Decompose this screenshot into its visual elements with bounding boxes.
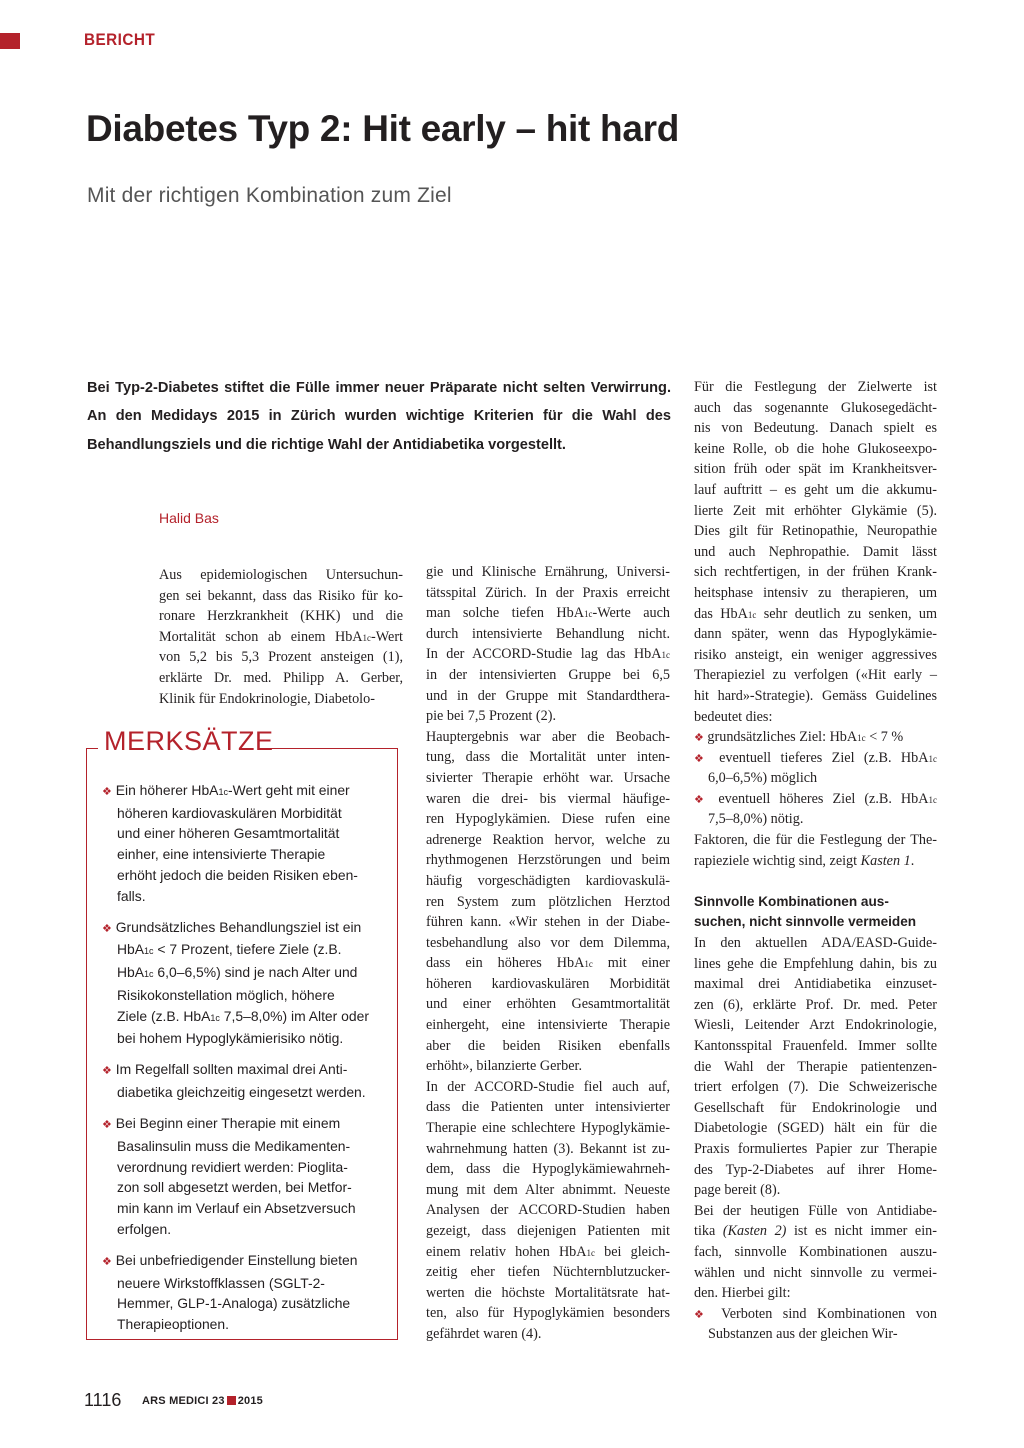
text-line: In der ACCORD-Studie lag das HbA1c	[426, 646, 670, 663]
text-line: rhythmogenen Herzstörungen und beim	[426, 852, 670, 869]
text-line: erhöht», bilanzierte Gerber.	[426, 1058, 582, 1075]
text-line: gie und Klinische Ernährung, Universi-	[426, 564, 670, 580]
merksatz-line: zon soll abgesetzt werden, bei Metfor-	[117, 1179, 352, 1196]
merksatz-line: erhöht jedoch die beiden Risiken eben-	[117, 866, 358, 883]
merksaetze-title: MERKSÄTZE	[104, 726, 274, 756]
merksatz-line: Basalinsulin muss die Medikamenten-	[117, 1138, 351, 1155]
text-line: gezeigt, dass diejenigen Patienten mit	[426, 1223, 670, 1239]
text-line: nis von Bedeutung. Danach spielt es	[694, 420, 937, 437]
text-line: risiko ansteigt, ein weniger aggressives	[694, 646, 937, 663]
journal-name: ARS MEDICI 23	[142, 1395, 225, 1407]
text-line: ren System zum plötzlichen Herztod	[426, 893, 670, 910]
text-line: heitsphase intensiv zu therapieren, um	[694, 584, 937, 601]
text-line: Aus epidemiologischen Untersuchun-	[159, 567, 403, 583]
text-line: Faktoren, die für die Festlegung der The-	[694, 832, 937, 849]
text-line: bedeutet dies:	[694, 708, 773, 725]
text-line: mung mit dem Alter abnimmt. Neueste	[426, 1181, 670, 1198]
text-line: Analysen der ACCORD-Studien haben	[426, 1202, 670, 1219]
text-line: ❖ grundsätzliches Ziel: HbA1c < 7 %	[694, 729, 904, 746]
text-line: suchen, nicht sinnvolle vermeiden	[694, 914, 917, 930]
merksaetze-rule	[86, 748, 98, 749]
text-line: werten die höchste Mortalitätsrate hat-	[426, 1284, 670, 1301]
text-line: 7,5–8,0%) nötig.	[708, 811, 804, 828]
text-line: hit hard»-Strategie). Gemäss Guidelines	[694, 687, 937, 704]
text-line: dass ein höheres HbA1c mit einer	[426, 955, 670, 972]
text-line: lines gehe die Empfehlung dahin, bis zu	[694, 955, 937, 972]
text-line: Sinnvolle Kombinationen aus-	[694, 893, 889, 909]
diamond-bullet-icon: ❖	[102, 1256, 112, 1269]
journal-year: 2015	[237, 1395, 263, 1407]
merksaetze-list	[102, 780, 392, 1345]
text-line: Bei der heutigen Fülle von Antidiabe-	[694, 1202, 937, 1219]
merksatz-line: höheren kardiovaskulären Morbidität	[117, 804, 342, 821]
merksatz-line: min kann im Verlauf ein Absetzversuch	[117, 1200, 356, 1217]
merksatz-line: bei hohem Hypoglykämierisiko nötig.	[117, 1030, 344, 1047]
text-line: dann später, wenn das Hypoglykämie-	[694, 626, 937, 643]
merksatz-line: ❖ Bei unbefriedigender Einstellung bieten	[102, 1252, 358, 1269]
merksatz-line: Ziele (z.B. HbA1c 7,5–8,0%) im Alter oder	[117, 1007, 369, 1024]
merksatz-line: ❖ Grundsätzliches Behandlungsziel ist ein	[102, 918, 362, 935]
section-marker	[0, 33, 20, 49]
article-subtitle: Mit der richtigen Kombination zum Ziel	[87, 184, 452, 207]
text-line	[694, 871, 937, 892]
text-line: lierte Zeit mit erhöhter Glykämie (5).	[694, 502, 937, 519]
text-line: Therapie eine schlechtere Hypoglykämie-	[426, 1120, 670, 1137]
text-line: dass die Patienten unter intensivierter	[426, 1099, 670, 1116]
text-line: Kantonsspital Frauenfeld. Immer sollte	[694, 1038, 937, 1054]
text-line: man solche tiefen HbA1c-Werte auch	[426, 605, 670, 622]
text-line: Diabetologie (SGED) hält ein für die	[694, 1120, 937, 1137]
text-line: häufig vorgeschädigten kardiovaskulä-	[426, 872, 670, 889]
merksatz-item	[102, 1113, 392, 1239]
merksatz-item	[102, 917, 392, 1049]
text-line: höheren kardiovaskulären Morbidität	[426, 975, 670, 992]
merksatz-line: Risikokonstellation möglich, höhere	[117, 986, 335, 1003]
merksatz-line: ❖ Bei Beginn einer Therapie mit einem	[102, 1115, 341, 1132]
merksatz-line: Hemmer, GLP-1-Analoga) zusätzliche	[117, 1295, 351, 1312]
text-line: In der ACCORD-Studie fiel auch auf,	[426, 1078, 670, 1095]
text-line: die Wahl der Therapie patientenzen-	[694, 1058, 937, 1075]
text-line: Dies gilt für Retinopathie, Neuropathie	[694, 523, 937, 540]
text-line: ren Hypoglykämien. Diese rufen eine	[426, 811, 670, 828]
text-line: rapieziele wichtig sind, zeigt Kasten 1.	[694, 852, 915, 869]
text-line: page bereit (8).	[694, 1182, 781, 1199]
journal-footer	[142, 1395, 263, 1407]
text-line: durch intensivierte Behandlung nicht.	[426, 625, 670, 642]
article-lead: Bei Typ-2-Diabetes stiftet die Fülle immer neuer Präparate nicht selten Verwirrung. An den Medidays 2015 in Zürich wurden wichtige Kriterien für die Wahl des Behandlungsziels und die richtige Wahl der Antidiabetika vorgestellt.	[87, 380, 671, 453]
text-line: tika (Kasten 2) ist es nicht immer ein-	[694, 1223, 937, 1240]
article-title: Diabetes Typ 2: Hit early – hit hard	[86, 108, 680, 149]
text-line: Wiesli, Leitender Arzt Endokrinologie,	[694, 1017, 937, 1034]
text-line: waren die drei- bis viermal häufige-	[426, 790, 670, 807]
text-line: in der intensivierten Gruppe bei 6,5	[426, 666, 670, 683]
text-line: ten, also für Hypoglykämien besonders	[426, 1305, 670, 1322]
text-line: ❖ eventuell tieferes Ziel (z.B. HbA1c	[694, 749, 937, 766]
merksatz-line: und einer höheren Gesamtmortalität	[117, 825, 340, 842]
text-line: ❖ Verboten sind Kombinationen von	[694, 1305, 937, 1322]
text-line: auch das sogenannte Glukosegedächt-	[694, 399, 937, 416]
merksatz-line: HbA1c < 7 Prozent, tiefere Ziele (z.B.	[117, 941, 342, 958]
text-line: das HbA1c sehr deutlich zu senken, um	[694, 605, 937, 622]
text-line: Praxis formuliertes Papier zur Therapie	[694, 1140, 937, 1157]
text-line: fach, sinnvolle Kombinationen auszu-	[694, 1243, 937, 1260]
text-line: ❖ eventuell höheres Ziel (z.B. HbA1c	[694, 790, 937, 807]
text-line: des Typ-2-Diabetes auf ihrer Home-	[694, 1161, 937, 1178]
text-line: den. Hierbei gilt:	[694, 1285, 791, 1302]
text-line: und auch Nephropathie. Damit lässt	[694, 543, 937, 560]
text-line: Hauptergebnis war aber die Beobach-	[426, 728, 670, 745]
diamond-bullet-icon: ❖	[694, 732, 704, 745]
text-line: pie bei 7,5 Prozent (2).	[426, 708, 557, 725]
text-line: sivierter Therapie erhöht war. Ursache	[426, 769, 670, 786]
diamond-bullet-icon: ❖	[102, 922, 112, 935]
page-number: 1116	[84, 1390, 122, 1410]
text-line: maximal drei Antidiabetika einzuset-	[694, 976, 937, 993]
text-line: lauf auftritt – es geht um die akkumu-	[694, 481, 937, 498]
merksatz-line: Therapieoptionen.	[117, 1316, 229, 1333]
merksatz-line: ❖ Im Regelfall sollten maximal drei Anti-	[102, 1061, 348, 1078]
text-line: sition früh oder spät im Krankheitsver-	[694, 461, 937, 478]
merksatz-line: ❖ Ein höherer HbA1c-Wert geht mit einer	[102, 782, 350, 798]
merksatz-item	[102, 1250, 392, 1335]
text-column-2	[426, 562, 670, 1345]
text-line: einem relativ hohen HbA1c bei gleich-	[426, 1243, 670, 1260]
text-line: Klinik für Endokrinologie, Diabetolo-	[159, 690, 375, 707]
merksatz-line: erfolgen.	[117, 1220, 172, 1237]
text-line: ronare Herzkrankheit (KHK) und die	[159, 608, 403, 625]
text-line: dem, dass die Hypoglykämiewahrneh-	[426, 1161, 670, 1178]
text-line: gen sei bekannt, dass das Risiko für ko-	[159, 587, 403, 604]
author: Halid Bas	[159, 510, 219, 526]
diamond-bullet-icon: ❖	[102, 1065, 112, 1078]
merksatz-line: HbA1c 6,0–6,5%) sind je nach Alter und	[117, 964, 358, 981]
merksatz-line: neuere Wirkstoffklassen (SGLT-2-	[117, 1274, 325, 1291]
text-line: adrenerge Reaktion hervor, welche zu	[426, 831, 670, 848]
text-line: 6,0–6,5%) möglich	[708, 770, 818, 787]
text-line: zeitig eher tiefen Nüchternblutzucker-	[426, 1264, 670, 1281]
text-line: wählen und nicht sinnvolle zu vermei-	[694, 1264, 937, 1281]
merksatz-line: verordnung revidiert werden: Pioglita-	[117, 1158, 348, 1175]
text-line: In den aktuellen ADA/EASD-Guide-	[694, 935, 937, 952]
text-line: tätsspital Zürich. In der Praxis erreicht	[426, 584, 670, 601]
text-line: aber die beiden Risiken ebenfalls	[426, 1037, 670, 1054]
text-line: führen kann. «Wir stehen in der Diabe-	[426, 914, 670, 931]
merksatz-line: einher, eine intensivierte Therapie	[117, 846, 326, 863]
diamond-bullet-icon: ❖	[694, 1308, 711, 1321]
text-line: einhergeht, eine intensivierte Therapie	[426, 1017, 670, 1034]
text-line: zen (6), erklärte Prof. Dr. med. Peter	[694, 996, 937, 1013]
text-line: wahrnehmung hatten (3). Bekannt ist zu-	[426, 1140, 670, 1157]
merksaetze-rule	[268, 748, 397, 749]
text-line: gefährdet waren (4).	[426, 1325, 542, 1342]
text-line: keine Rolle, ob die hohe Glukoseexpo-	[694, 440, 937, 457]
merksatz-item	[102, 1059, 392, 1102]
merksatz-line: falls.	[117, 887, 146, 904]
merksatz-line: diabetika gleichzeitig eingesetzt werden.	[117, 1084, 366, 1101]
diamond-bullet-icon: ❖	[102, 786, 112, 798]
text-line: erklärte Dr. med. Philipp A. Gerber,	[159, 669, 403, 686]
text-line: Mortalität schon ab einem HbA1c-Wert	[159, 628, 403, 645]
text-line: tung, dass die Mortalität unter inten-	[426, 749, 670, 766]
text-line: sich rechtfertigen, in der frühen Krank-	[694, 564, 937, 581]
merksatz-item	[102, 780, 392, 906]
diamond-bullet-icon: ❖	[694, 793, 710, 806]
section-label: BERICHT	[84, 30, 156, 49]
text-column-3	[694, 377, 937, 1345]
text-line: Für die Festlegung der Zielwerte ist	[694, 379, 937, 395]
text-line: Substanzen aus der gleichen Wir-	[708, 1326, 898, 1343]
text-line: und einer erhöhten Gesamtmortalität	[426, 996, 670, 1013]
diamond-bullet-icon: ❖	[102, 1119, 112, 1132]
text-line: tesbehandlung also vor dem Dilemma,	[426, 934, 670, 951]
text-line: Gesellschaft für Endokrinologie und	[694, 1099, 937, 1116]
text-line: Therapieziel zu verfolgen («Hit early –	[694, 667, 937, 684]
text-line: von 5,2 bis 5,3 Prozent ansteigen (1),	[159, 649, 403, 666]
text-line: triert erfolgen (7). Die Schweizerische	[694, 1079, 937, 1096]
text-line: und in der Gruppe mit Standardthera-	[426, 687, 670, 704]
text-column-1	[159, 565, 403, 709]
diamond-bullet-icon: ❖	[694, 752, 710, 765]
footer-square	[227, 1396, 236, 1405]
